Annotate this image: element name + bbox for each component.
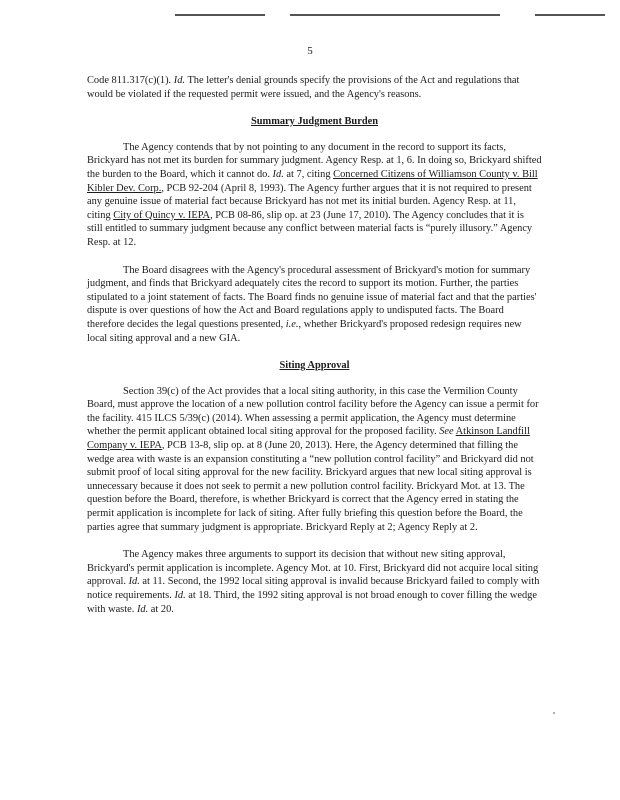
paragraph-board-disagrees: The Board disagrees with the Agency's procedural assessment of Brickyard's motion for summary judgment, and finds that Brickyard adequately cites the record to support its motion. Further, the parties stipulated to a joint statement of facts. The Board finds no genuine issue of material fact and that the parties' dispute is over questions of how the Act and Board regulations apply to undisputed facts. The Board therefore decides the legal questions presented, i.e., whether Brickyard's proposed redesign requires new local siting approval and a new GIA. (87, 264, 537, 344)
paragraph-intro: Code 811.317(c)(1). Id. The letter's denial grounds specify the provisions of the Act and regulations that would be violated if the requested permit were issued, and the Agency's reasons. (87, 75, 520, 100)
scan-artifact-line (175, 14, 265, 16)
document-body (87, 74, 542, 616)
paragraph-agency-contends: The Agency contends that by not pointing to any document in the record to support its facts, Brickyard has not met its burden for summary judgment. Agency Resp. at 1, 6. In doing so, Brickyard shifted the burden to the Board, which it cannot do. Id. at 7, citing Concerned Citizens of Williamson County v. Bill Kibler Dev. Corp., PCB 92-204 (April 8, 1993). The Agency further argues that it is not required to present any genuine issue of material fact because Brickyard has not met its initial burden. Agency Resp. at 11, citing City of Quincy v. IEPA, PCB 08-86, slip op. at 23 (June 17, 2010). The Agency concludes that it is still entitled to summary judgment because any conflict between material facts is “purely illusory.” Agency Resp. at 12. (87, 141, 542, 248)
citation-id: Id. (173, 75, 186, 86)
abbrev-ie: i.e. (285, 318, 299, 330)
case-name: Atkinson Landfill Company v. IEPA (87, 426, 530, 452)
section-heading-summary-judgment: Summary Judgment Burden (250, 116, 378, 128)
paragraph-siting: Section 39(c) of the Act provides that a local siting authority, in this case the Vermilion County Board, must approve the location of a new pollution control facility before the Agency can issue a permit for the facility. 415 ILCS 5/39(c) (2014). When assessing a permit application, the Agency must determine whether the permit applicant obtained local siting approval for the proposed facility. See Atkinson Landfill Company v. IEPA, PCB 13-8, slip op. at 8 (June 20, 2013). Here, the Agency determined that filling the wedge area with waste is an expansion constituting a “new pollution control facility” and Brickyard did not submit proof of local siting approval for the new facility. Brickyard argues that new local siting approval is unnecessary because it does not seek to permit a new pollution control facility. Brickyard Mot. at 13. The question before the Board, therefore, is whether Brickyard is correct that the Agency erred in stating the permit application is incomplete for lack of siting. After fully briefing this question before the Board, the parties agree that summary judgment is appropriate. Brickyard Reply at 2; Agency Reply at 2. (87, 385, 539, 533)
scan-artifact-line (535, 14, 605, 16)
case-name: City of Quincy v. IEPA (113, 209, 211, 221)
scan-speck (553, 712, 555, 714)
case-name: Concerned Citizens of Williamson County v. Bill Kibler Dev. Corp. (87, 168, 538, 194)
citation-id: Id. (272, 168, 284, 180)
signal-see: See (439, 426, 454, 438)
page-number: 5 (307, 45, 313, 57)
scan-artifact-line (290, 14, 500, 16)
paragraph-three-arguments: The Agency makes three arguments to support its decision that without new siting approval, Brickyard's permit application is incomplete. Agency Mot. at 10. First, Brickyard did not acquire local siting approval. Id. at 11. Second, the 1992 local siting approval is invalid because Brickyard failed to comply with notice requirements. Id. at 18. Third, the 1992 siting approval is not broad enough to cover filling the wedge with waste. Id. at 20. (87, 549, 540, 615)
citation-id: Id. (136, 603, 149, 615)
section-heading-siting-approval: Siting Approval (279, 360, 350, 372)
citation-id: Id. (174, 590, 186, 601)
citation-id: Id. (128, 576, 140, 588)
